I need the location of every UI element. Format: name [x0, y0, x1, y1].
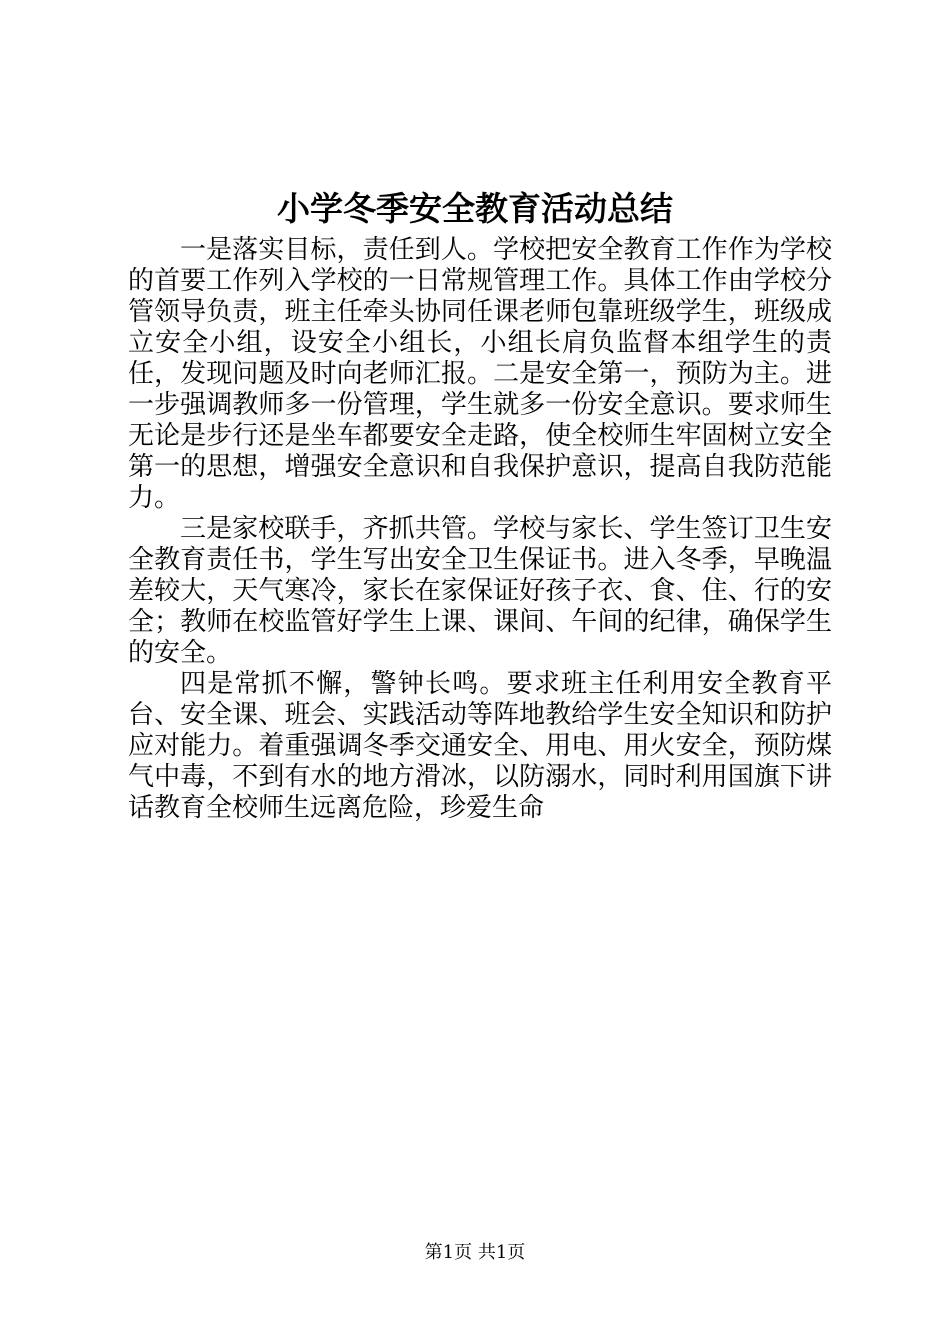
paragraph-3: 四是常抓不懈，警钟长鸣。要求班主任利用安全教育平台、安全课、班会、实践活动等阵地教给学生安全知识和防护应对能力。着重强调冬季交通安全、用电、用火安全，预防煤气中毒，不到有水的地方滑冰，以防溺水，同时利用国旗下讲话教育全校师生远离危险，珍爱生命: [128, 669, 832, 823]
document-title: 小学冬季安全教育活动总结: [277, 189, 673, 228]
paragraph-1: 一是落实目标，责任到人。学校把安全教育工作作为学校的首要工作列入学校的一日常规管理工作。具体工作由学校分管领导负责，班主任牵头协同任课老师包靠班级学生，班级成立安全小组，设安全小组长，小组长肩负监督本组学生的责任，发现问题及时向老师汇报。二是安全第一，预防为主。进一步强调教师多一份管理，学生就多一份安全意识。要求师生无论是步行还是坐车都要安全走路，使全校师生牢固树立安全第一的思想，增强安全意识和自我保护意识，提高自我防范能力。: [128, 235, 832, 513]
page-footer: 第1页 共1页: [424, 1242, 526, 1263]
document-body: [128, 235, 832, 824]
paragraph-2: 三是家校联手，齐抓共管。学校与家长、学生签订卫生安全教育责任书，学生写出安全卫生保证书。进入冬季，早晚温差较大，天气寒冷，家长在家保证好孩子衣、食、住、行的安全；教师在校监管好学生上课、课间、午间的纪律，确保学生的安全。: [128, 514, 832, 668]
